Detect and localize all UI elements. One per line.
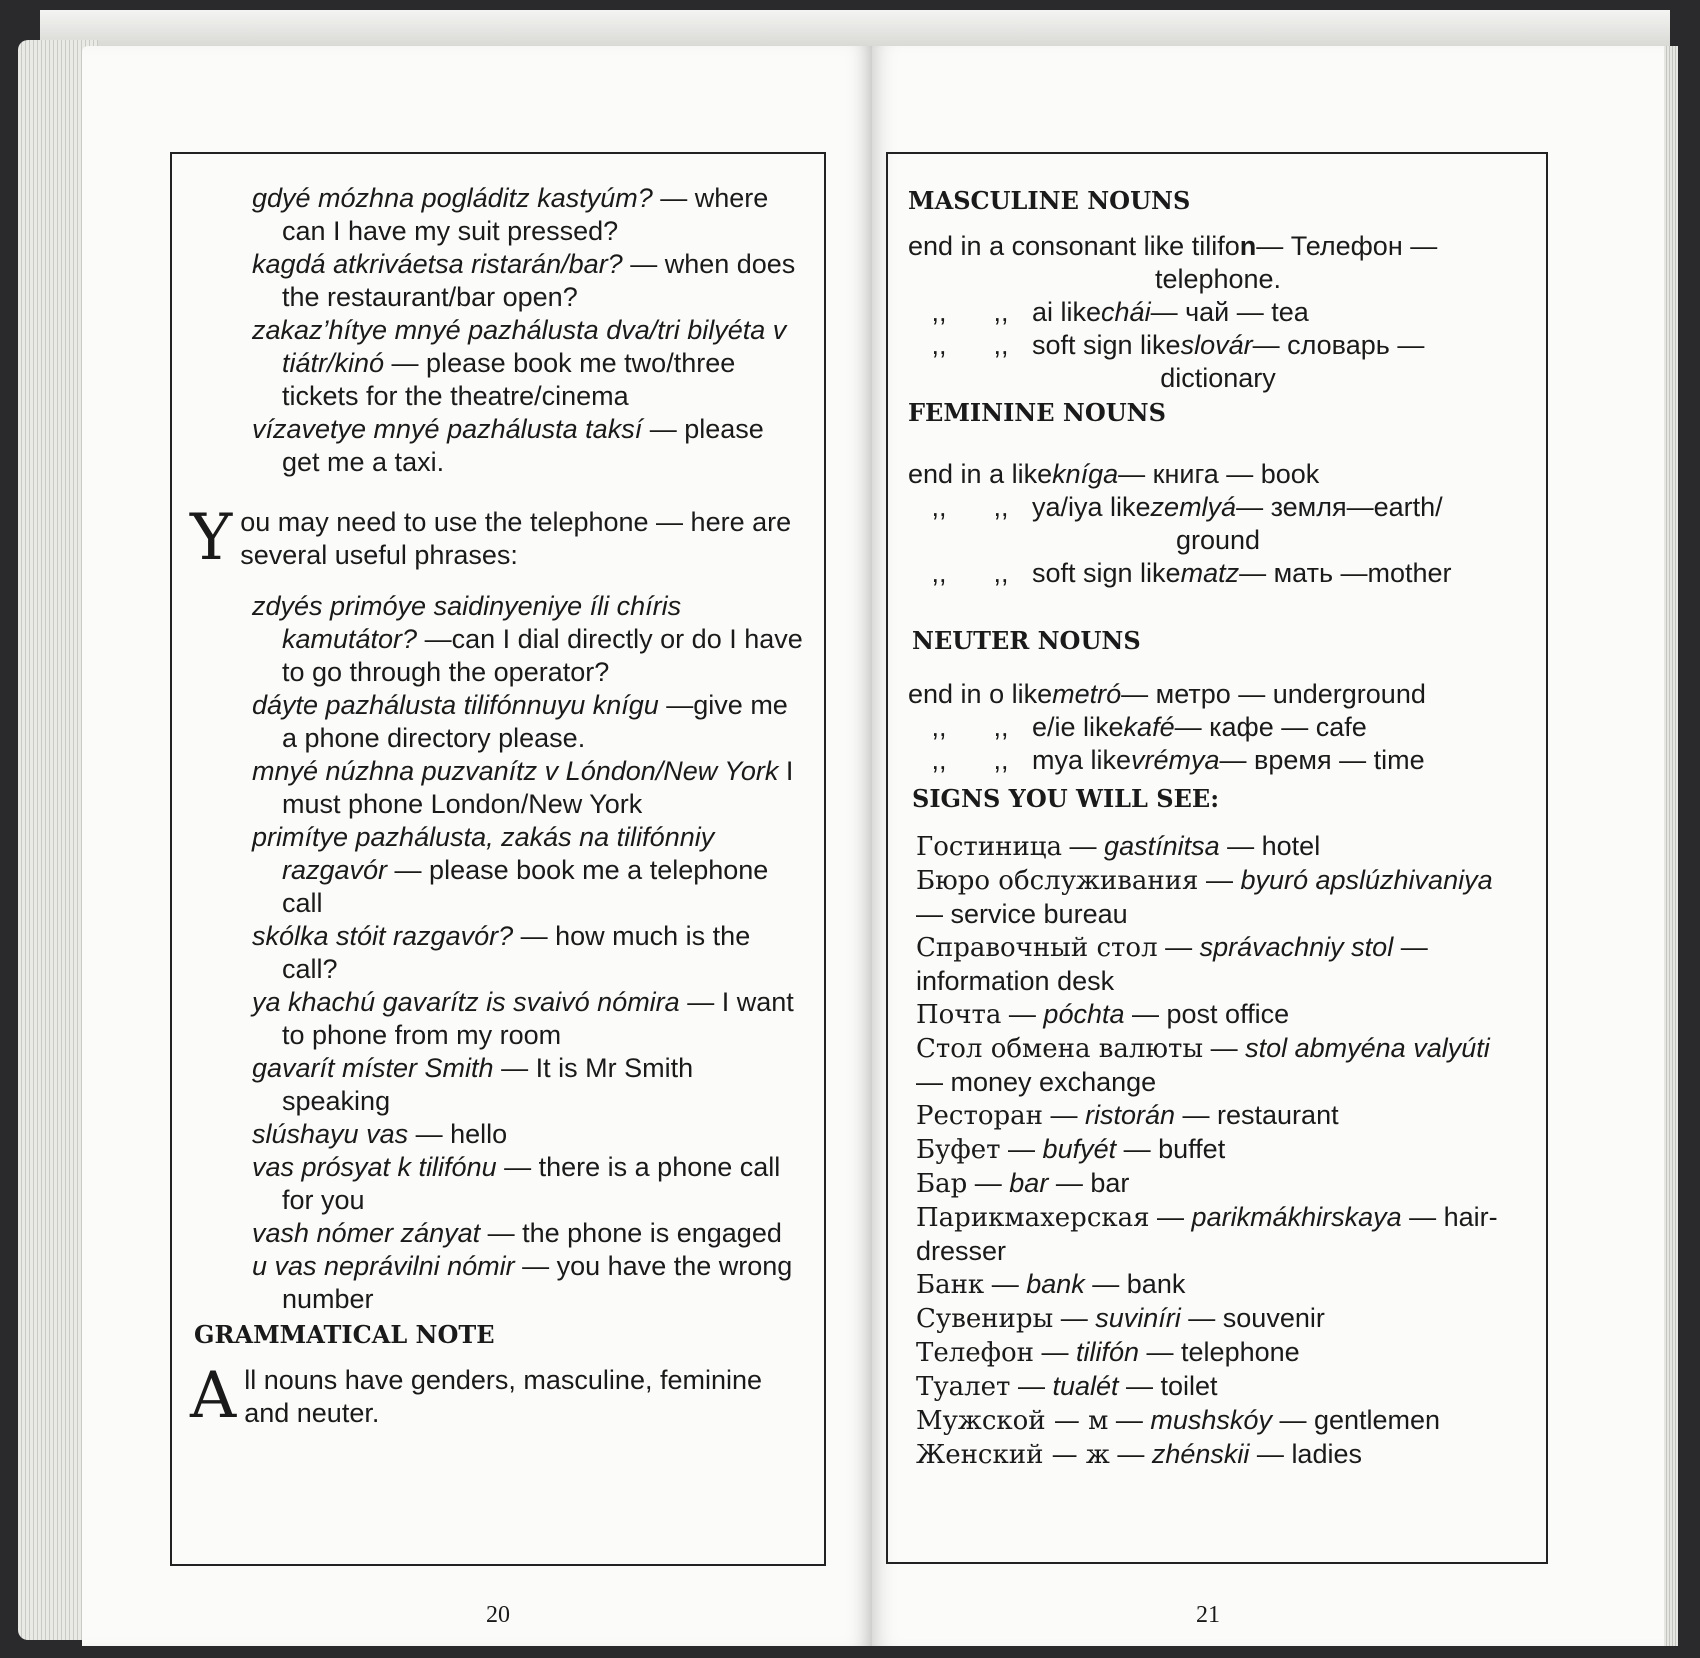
sign-russian: Банк — [916, 1270, 985, 1300]
noun-transliteration: slovár — [1180, 330, 1253, 360]
sign-entry — [916, 1268, 1524, 1302]
grammar-heading: GRAMMATICAL NOTE — [194, 1320, 495, 1349]
noun-example: — книга — book — [1118, 459, 1320, 489]
dash-separator: — — [1203, 1033, 1246, 1063]
feminine-heading: FEMININE NOUNS — [908, 398, 1166, 427]
phrase-entry — [252, 821, 804, 920]
noun-example: — мать —mother — [1239, 558, 1452, 588]
dash-separator: — — [1118, 1371, 1161, 1401]
sign-transliteration: zhénskii — [1151, 1439, 1250, 1469]
sign-entry — [916, 1302, 1524, 1336]
dash-separator: — — [1175, 1100, 1218, 1130]
noun-rule-text: e/ie like — [1032, 712, 1124, 742]
phrase-entry — [252, 986, 804, 1052]
sign-transliteration: gastínitsa — [1104, 831, 1220, 861]
sign-english: information desk — [916, 966, 1115, 996]
phrase-entry — [252, 1217, 804, 1250]
english-translation: — please get me a taxi. — [282, 414, 764, 477]
dash-separator: — — [1393, 932, 1428, 962]
book-top-edge — [40, 10, 1670, 49]
sign-russian: Стол обмена валюты — [916, 1034, 1204, 1064]
russian-phrase: primítye pazhálusta, zakás na tilifónniy razgavór — [252, 822, 715, 885]
phrase-entry — [252, 689, 804, 755]
noun-row-continuation: ground — [1175, 525, 1261, 555]
phrase-entry — [252, 1250, 804, 1316]
sign-english: money exchange — [950, 1067, 1157, 1097]
phrase-entry — [252, 314, 804, 413]
sign-transliteration: parikmákhirskaya — [1191, 1202, 1402, 1232]
sign-english: gentlemen — [1313, 1405, 1441, 1435]
dash-separator: — — [1001, 999, 1044, 1029]
noun-example: — Телефон — — [1256, 231, 1438, 261]
russian-phrase: vízavetye mnyé pazhálusta taksí — [252, 414, 643, 444]
english-translation: — I want to phone from my room — [282, 987, 794, 1050]
noun-transliteration: kníga — [1052, 459, 1119, 489]
dash-separator: — — [1084, 1269, 1127, 1299]
noun-rule-text: soft sign like — [1032, 558, 1181, 588]
sign-entry — [916, 830, 1524, 864]
dash-separator: — — [1116, 1134, 1159, 1164]
sign-russian: Женский — ж — [916, 1440, 1110, 1470]
sign-russian: Бар — [916, 1169, 968, 1199]
neuter-list — [908, 678, 1528, 777]
sign-english: buffet — [1158, 1134, 1226, 1164]
phrase-entry — [252, 755, 804, 821]
feminine-list — [908, 458, 1528, 590]
noun-row — [908, 296, 1528, 329]
ditto-mark: ,, — [931, 492, 947, 522]
left-text-frame — [170, 152, 826, 1566]
sign-transliteration: suviníri — [1095, 1303, 1181, 1333]
right-text-frame — [886, 152, 1548, 1564]
signs-heading: SIGNS YOU WILL SEE: — [912, 784, 1220, 813]
drop-cap: A — [190, 1359, 237, 1433]
dash-separator: — — [1249, 1439, 1292, 1469]
ditto-mark: ,, — [993, 297, 1009, 327]
english-translation: — please book me two/three tickets for the theatre/cinema — [282, 348, 736, 411]
phone-intro — [190, 501, 810, 575]
dash-separator: — — [1042, 1100, 1085, 1130]
masculine-heading: MASCULINE NOUNS — [908, 186, 1191, 215]
noun-rule-text: end in o like — [908, 679, 1053, 709]
english-translation: I must phone London/New York — [282, 756, 794, 819]
russian-phrase: zdyés primóye saidinyeniye íli chíris kamutátor? — [252, 591, 682, 654]
phrase-entry — [252, 1052, 804, 1118]
noun-row — [908, 491, 1528, 524]
sign-transliteration: mushskóy — [1150, 1405, 1272, 1435]
sign-transliteration: stol abmyéna valyúti — [1245, 1033, 1490, 1063]
sign-english: souvenir — [1222, 1303, 1325, 1333]
dash-separator: — — [1048, 1168, 1091, 1198]
sign-english: bar — [1090, 1168, 1130, 1198]
sign-russian: Туалет — [916, 1372, 1011, 1402]
sign-russian: Сувениры — [916, 1304, 1054, 1334]
phrase-entry — [252, 920, 804, 986]
russian-phrase: skólka stóit razgavór? — [252, 921, 514, 951]
noun-row — [908, 678, 1528, 711]
noun-rule-text: end in a consonant like tilifo — [908, 231, 1240, 261]
noun-example: — метро — underground — [1121, 679, 1426, 709]
sign-transliteration: bank — [1026, 1269, 1085, 1299]
sign-english: post office — [1166, 999, 1290, 1029]
ditto-mark: ,, — [993, 492, 1009, 522]
noun-row — [908, 458, 1528, 491]
left-page — [82, 46, 872, 1646]
english-translation: — there is a phone call for you — [282, 1152, 781, 1215]
english-translation: —can I dial directly or do I have to go through the operator? — [282, 624, 803, 687]
phrase-entry — [252, 1151, 804, 1217]
sign-english: telephone — [1181, 1337, 1300, 1367]
dash-separator: — — [916, 1067, 951, 1097]
sign-entry — [916, 1438, 1524, 1472]
noun-transliteration: kafé — [1123, 712, 1175, 742]
ditto-mark: ,, — [993, 745, 1009, 775]
russian-phrase: mnyé núzhna puzvanítz v Lóndon/New York — [252, 756, 779, 786]
english-translation: — hello — [408, 1119, 508, 1149]
sign-russian: Ресторан — [916, 1101, 1043, 1131]
right-page — [872, 46, 1668, 1646]
sign-russian: Бюро обслуживания — [916, 866, 1199, 896]
dash-separator: — — [1062, 831, 1105, 861]
dash-separator: — — [984, 1269, 1027, 1299]
noun-row — [908, 329, 1528, 362]
sign-russian: Буфет — [916, 1135, 1001, 1165]
dash-separator: — — [1219, 831, 1262, 861]
phrase-entry — [252, 1118, 804, 1151]
sign-entry — [916, 998, 1524, 1032]
russian-phrase: ya khachú gavarítz is svaivó nómira — [252, 987, 680, 1017]
ditto-mark: ,, — [931, 297, 947, 327]
sign-english: bank — [1126, 1269, 1186, 1299]
noun-ending: n — [1239, 231, 1257, 261]
sign-entry — [916, 1167, 1524, 1201]
dash-separator: — — [1180, 1303, 1223, 1333]
left-entries-phone — [252, 590, 804, 1316]
dash-separator: — — [1401, 1202, 1444, 1232]
grammar-text: ll nouns have genders, masculine, feminine and neuter. — [244, 1365, 763, 1428]
english-translation: — the phone is engaged — [480, 1218, 782, 1248]
sign-transliteration: bar — [1009, 1168, 1049, 1198]
dash-separator: — — [967, 1168, 1010, 1198]
ditto-mark: ,, — [931, 712, 947, 742]
noun-row — [908, 744, 1528, 777]
sign-russian: Почта — [916, 1000, 1002, 1030]
dash-separator: — — [1053, 1303, 1096, 1333]
sign-entry — [916, 1404, 1524, 1438]
neuter-heading: NEUTER NOUNS — [912, 626, 1141, 655]
phone-intro-text: ou may need to use the telephone — here are several useful phrases: — [240, 507, 792, 570]
sign-russian: Парикмахерская — [916, 1203, 1150, 1233]
sign-english: toilet — [1160, 1371, 1218, 1401]
sign-entry — [916, 1133, 1524, 1167]
sign-transliteration: bufyét — [1042, 1134, 1117, 1164]
dash-separator: — — [1157, 932, 1200, 962]
left-entries-top — [252, 182, 804, 479]
noun-rule-text: ya/iya like — [1032, 492, 1151, 522]
dash-separator: — — [1108, 1405, 1151, 1435]
sign-russian: Справочный стол — [916, 933, 1158, 963]
ditto-mark: ,, — [931, 330, 947, 360]
noun-row — [908, 557, 1528, 590]
phrase-entry — [252, 413, 804, 479]
sign-entry — [916, 1370, 1524, 1404]
noun-rule-text: mya like — [1032, 745, 1132, 775]
sign-russian: Телефон — [916, 1338, 1034, 1368]
dash-separator: — — [1000, 1134, 1043, 1164]
ditto-mark: ,, — [993, 712, 1009, 742]
dash-separator: — — [1109, 1439, 1152, 1469]
english-translation: — how much is the call? — [282, 921, 751, 984]
signs-list — [916, 830, 1524, 1472]
russian-phrase: vas prósyat k tilifónu — [252, 1152, 497, 1182]
russian-phrase: kagdá atkriváetsa ristarán/bar? — [252, 249, 623, 279]
page-number-left: 20 — [486, 1602, 510, 1628]
sign-entry — [916, 1032, 1524, 1099]
noun-row — [908, 230, 1528, 263]
russian-phrase: dáyte pazhálusta tilifónnuyu knígu — [252, 690, 659, 720]
sign-english: restaurant — [1217, 1100, 1339, 1130]
noun-rule-text: ai like — [1032, 297, 1102, 327]
dash-separator: — — [1198, 865, 1241, 895]
dash-separator: — — [916, 899, 951, 929]
english-translation: — when does the restaurant/bar open? — [282, 249, 796, 312]
noun-row-continuation: dictionary — [1160, 363, 1276, 393]
page-number-right: 21 — [1196, 1602, 1220, 1628]
phrase-entry — [252, 248, 804, 314]
ditto-mark: ,, — [931, 558, 947, 588]
dash-separator: — — [1139, 1337, 1182, 1367]
noun-example: — чай — tea — [1150, 297, 1309, 327]
noun-transliteration: matz — [1180, 558, 1240, 588]
sign-entry — [916, 931, 1524, 998]
sign-russian: Мужской — м — [916, 1406, 1109, 1436]
english-translation: — you have the wrong number — [282, 1251, 793, 1314]
phrase-entry — [252, 590, 804, 689]
russian-phrase: vash nómer zányat — [252, 1218, 481, 1248]
sign-transliteration: póchta — [1043, 999, 1125, 1029]
english-translation: — It is Mr Smith speaking — [282, 1053, 694, 1116]
sign-english: hotel — [1261, 831, 1321, 861]
sign-english: ladies — [1291, 1439, 1362, 1469]
grammar-paragraph — [190, 1359, 810, 1433]
sign-entry — [916, 864, 1524, 931]
sign-entry — [916, 1201, 1524, 1268]
noun-example: — словарь — — [1252, 330, 1425, 360]
sign-transliteration: tilifón — [1075, 1337, 1140, 1367]
dash-separator: — — [1149, 1202, 1192, 1232]
russian-phrase: gdyé mózhna pogláditz kastyúm? — [252, 183, 653, 213]
sign-transliteration: správachniy stol — [1199, 932, 1394, 962]
noun-example: — кафе — cafe — [1174, 712, 1367, 742]
drop-cap: Y — [190, 501, 233, 575]
noun-transliteration: vrémya — [1131, 745, 1220, 775]
ditto-mark: ,, — [993, 558, 1009, 588]
russian-phrase: u vas neprávilni nómir — [252, 1251, 515, 1281]
dash-separator: — — [1124, 999, 1167, 1029]
sign-russian: Гостиница — [916, 832, 1063, 862]
russian-phrase: zakaz’hítye mnyé pazhálusta dva/tri bilyéta v tiátr/kinó — [252, 315, 787, 378]
dash-separator: — — [1010, 1371, 1053, 1401]
dash-separator: — — [1271, 1405, 1314, 1435]
sign-english: hair-dresser — [916, 1202, 1498, 1266]
masculine-list — [908, 230, 1528, 395]
noun-example: — земля—earth/ — [1236, 492, 1443, 522]
sign-entry — [916, 1336, 1524, 1370]
english-translation: —give me a phone directory please. — [282, 690, 788, 753]
noun-row — [908, 711, 1528, 744]
noun-row-continuation: telephone. — [1154, 264, 1282, 294]
russian-phrase: slúshayu vas — [252, 1119, 409, 1149]
russian-phrase: gavarít míster Smith — [252, 1053, 494, 1083]
noun-rule-text: soft sign like — [1032, 330, 1181, 360]
noun-rule-text: end in a like — [908, 459, 1053, 489]
noun-transliteration: metró — [1052, 679, 1122, 709]
ditto-mark: ,, — [931, 745, 947, 775]
english-translation: — where can I have my suit pressed? — [282, 183, 769, 246]
sign-transliteration: byuró apslúzhivaniya — [1240, 865, 1493, 895]
sign-english: service bureau — [950, 899, 1128, 929]
english-translation: — please book me a telephone call — [282, 855, 769, 918]
noun-example: — время — time — [1219, 745, 1425, 775]
sign-transliteration: ristorán — [1084, 1100, 1175, 1130]
ditto-mark: ,, — [993, 330, 1009, 360]
phrase-entry — [252, 182, 804, 248]
page-stack-right — [1664, 46, 1678, 1646]
noun-transliteration: chái — [1101, 297, 1151, 327]
noun-transliteration: zemlyá — [1150, 492, 1237, 522]
dash-separator: — — [1033, 1337, 1076, 1367]
sign-transliteration: tualét — [1052, 1371, 1119, 1401]
sign-entry — [916, 1099, 1524, 1133]
